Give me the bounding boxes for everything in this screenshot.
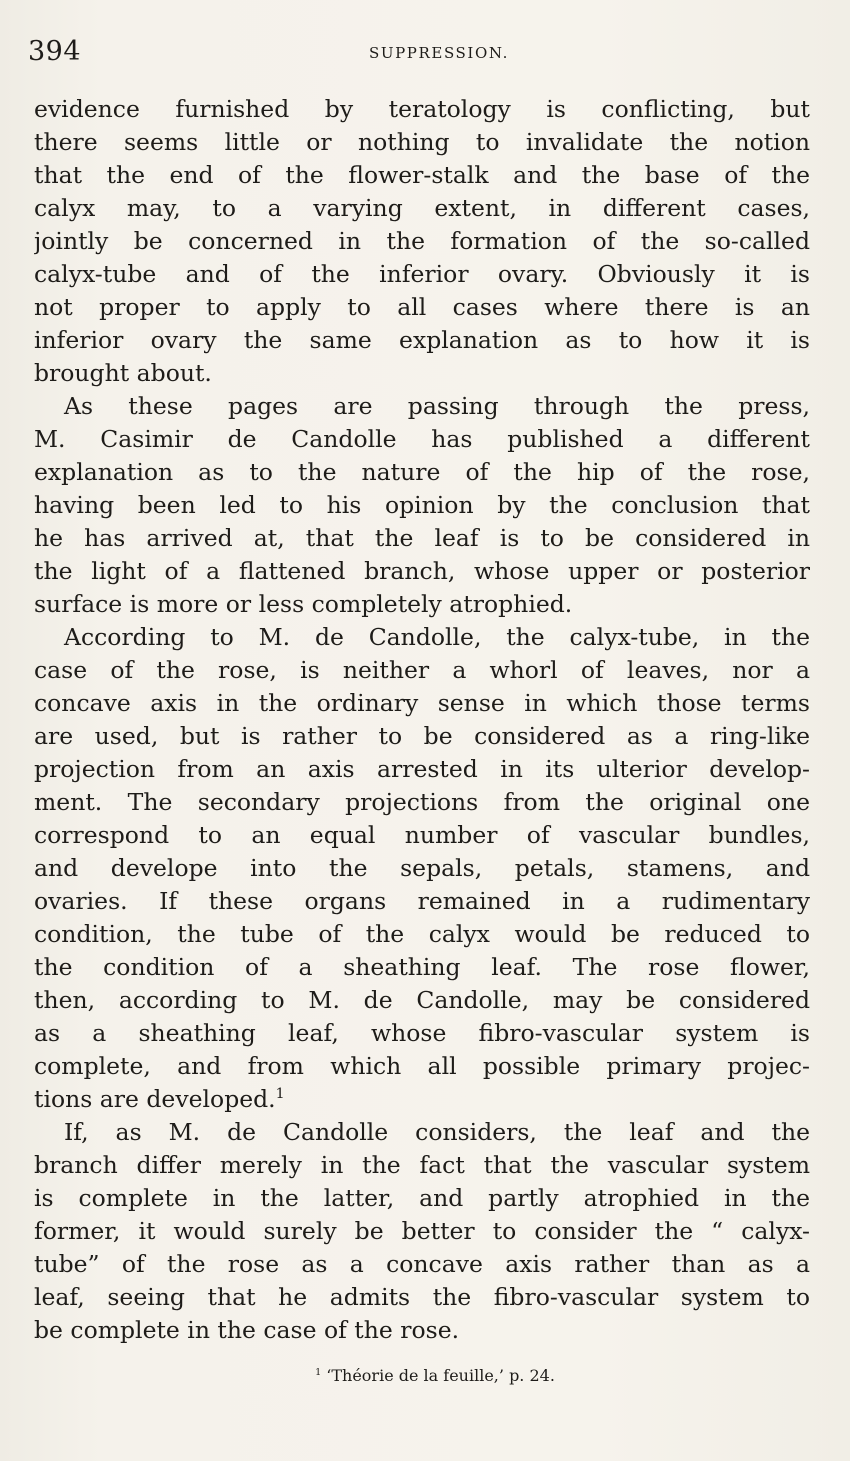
text-line: there seems little or nothing to invalidate the notion <box>34 128 810 156</box>
text-line: are used, but is rather to be considered as a ring-like <box>34 722 810 750</box>
text-line: the condition of a sheathing leaf. The rose flower, <box>34 953 810 981</box>
text-line: concave axis in the ordinary sense in which those terms <box>34 689 810 717</box>
text-line: the light of a flattened branch, whose upper or posterior <box>34 557 810 585</box>
text-line: and develope into the sepals, petals, stamens, and <box>34 854 810 882</box>
text-line: explanation as to the nature of the hip of the rose, <box>34 458 810 486</box>
text-line: is complete in the latter, and partly atrophied in the <box>34 1184 810 1212</box>
text-line: case of the rose, is neither a whorl of leaves, nor a <box>34 656 810 684</box>
text-line: he has arrived at, that the leaf is to be considered in <box>34 524 810 552</box>
footnote-marker: 1 <box>315 1366 322 1378</box>
text-line: M. Casimir de Candolle has published a different <box>34 425 810 453</box>
footnote <box>0 1366 850 1385</box>
text-line: projection from an axis arrested in its ulterior develop- <box>34 755 810 783</box>
paragraph-first-line: If, as M. de Candolle considers, the leaf and the <box>64 1118 810 1146</box>
text-line: former, it would surely be better to consider the “ calyx- <box>34 1217 810 1245</box>
text-line: condition, the tube of the calyx would be reduced to <box>34 920 810 948</box>
text-line: then, according to M. de Candolle, may be considered <box>34 986 810 1014</box>
text-line: correspond to an equal number of vascular bundles, <box>34 821 810 849</box>
text-line: having been led to his opinion by the conclusion that <box>34 491 810 519</box>
text-line <box>34 1083 810 1116</box>
running-title: SUPPRESSION. <box>369 44 509 62</box>
text-line: brought about. <box>34 359 212 387</box>
text-line: calyx may, to a varying extent, in different cases, <box>34 194 810 222</box>
text-line: inferior ovary the same explanation as to how it is <box>34 326 810 354</box>
paragraph-first-line: As these pages are passing through the press, <box>64 392 810 420</box>
line-text: tions are developed. <box>34 1085 276 1113</box>
text-line: surface is more or less completely atrophied. <box>34 590 573 618</box>
text-line: leaf, seeing that he admits the fibro-vascular system to <box>34 1283 810 1311</box>
running-head <box>28 36 820 70</box>
text-line: not proper to apply to all cases where there is an <box>34 293 810 321</box>
text-line: evidence furnished by teratology is conflicting, but <box>34 95 810 123</box>
text-line: jointly be concerned in the formation of the so-called <box>34 227 810 255</box>
text-line: complete, and from which all possible primary projec- <box>34 1052 810 1080</box>
text-line: as a sheathing leaf, whose fibro-vascular system is <box>34 1019 810 1047</box>
text-line: be complete in the case of the rose. <box>34 1316 460 1344</box>
text-line: calyx-tube and of the inferior ovary. Obviously it is <box>34 260 810 288</box>
text-line: branch differ merely in the fact that the vascular system <box>34 1151 810 1179</box>
text-line: that the end of the flower-stalk and the base of the <box>34 161 810 189</box>
text-line: ment. The secondary projections from the original one <box>34 788 810 816</box>
footnote-text: ‘Théorie de la feuille,’ p. 24. <box>326 1366 555 1385</box>
page-number: 394 <box>28 36 82 67</box>
text-line: tube” of the rose as a concave axis rather than as a <box>34 1250 810 1278</box>
footnote-reference[interactable]: 1 <box>275 1085 285 1102</box>
body-text <box>34 93 810 1347</box>
paragraph-first-line: According to M. de Candolle, the calyx-tube, in the <box>64 623 810 651</box>
text-line: ovaries. If these organs remained in a rudimentary <box>34 887 810 915</box>
